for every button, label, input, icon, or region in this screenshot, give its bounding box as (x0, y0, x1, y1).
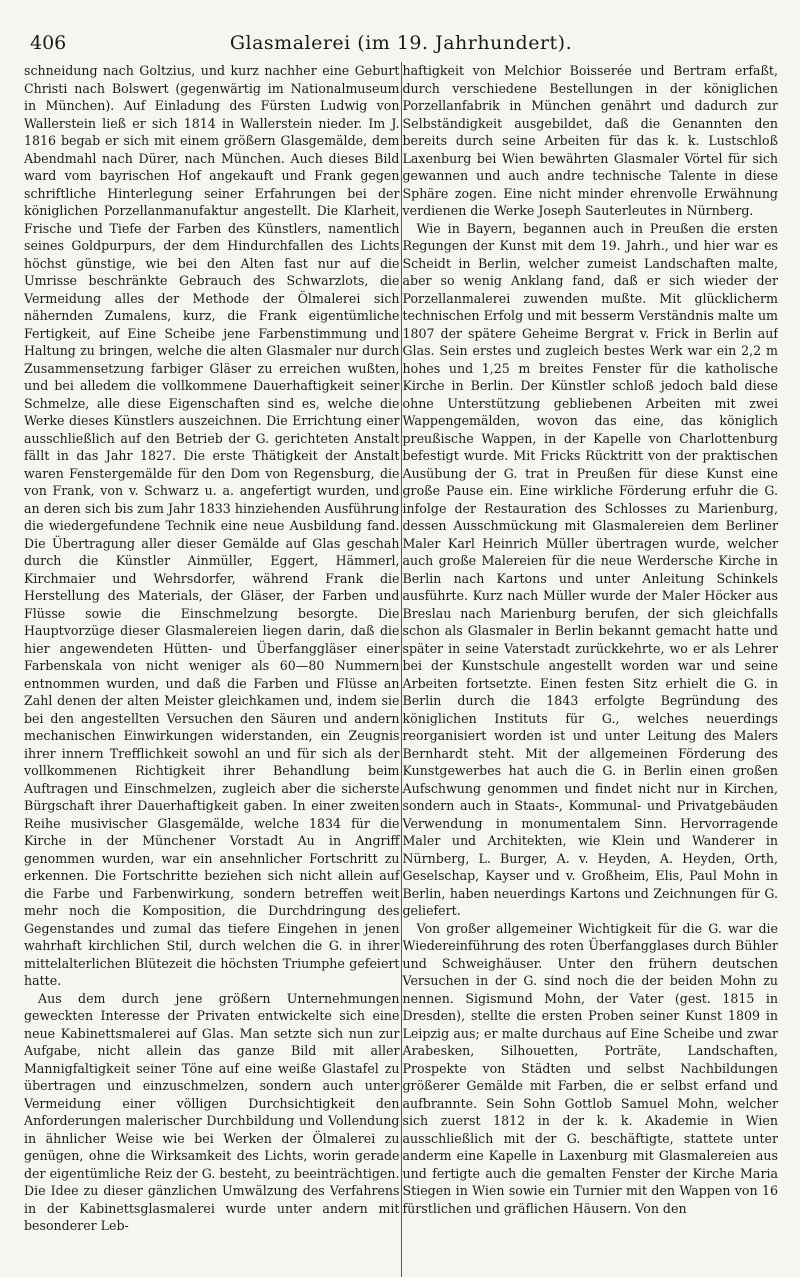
left-column (24, 62, 400, 1277)
paragraph: Aus dem durch jene größern Unternehmungen geweckten Interesse der Privaten entwickelte sich eine neue Kabinettsmalerei auf Glas. Man setzte sich nun zur Aufgabe, nicht allein das ganze Bild mit aller Mannigfaltigkeit seiner Töne auf eine weiße Glastafel zu übertragen und einzuschmelzen, sondern auch unter Vermeidung einer völligen Durchsichtigkeit den Anforderungen malerischer Durchbildung und Vollendung in ähnlicher Weise wie bei Werken der Ölmalerei zu genügen, ohne die Wirksamkeit des Lichts, worin gerade der eigentümliche Reiz der G. besteht, zu beeinträchtigen. Die Idee zu dieser gänzlichen Umwälzung des Verfahrens in der Kabinettsglasmalerei wurde unter andern mit besonderer Leb- (24, 990, 400, 1233)
text-columns (24, 62, 778, 1277)
paragraph: haftigkeit von Melchior Boisserée und Bertram erfaßt, durch verschiedene Bestellungen in der königlichen Porzellanfabrik in München genährt und dadurch zur Selbständigkeit ausgebildet, daß die Genannten den bereits durch seine Arbeiten für das k. k. Lustschloß Laxenburg bei Wien bewährten Glasmaler Vörtel für sich gewannen und auch andre technische Talente in diese Sphäre zogen. Eine nicht minder ehrenvolle Erwähnung verdienen die Werke Joseph Sauterleutes in Nürnberg. (402, 63, 778, 218)
paragraph: Von großer allgemeiner Wichtigkeit für die G. war die Wiedereinführung des roten Überfangglases durch Bühler und Schweighäuser. Unter den frühern deutschen Versuchen in der G. sind noch die der beiden Mohn zu nennen. Sigismund Mohn, der Vater (gest. 1815 in Dresden), stellte die ersten Proben seiner Kunst 1809 in Leipzig aus; er malte durchaus auf Eine Scheibe und zwar Arabesken, Silhouetten, Porträte, Landschaften, Prospekte von Städten und selbst Nachbildungen größerer Gemälde mit Farben, die er selbst erfand und aufbrannte. Sein Sohn Gottlob Samuel Mohn, welcher sich zuerst 1812 in der k. k. Akademie in Wien ausschließlich mit der G. beschäftigte, stattete unter anderm eine Kapelle in Laxenburg mit Glasmalereien aus und fertigte auch die gemalten Fenster der Kirche Maria Stiegen in Wien sowie ein Turnier mit den Wappen von 16 fürstlichen und gräflichen Häusern. Von den (402, 920, 778, 1216)
running-head: Glasmalerei (im 19. Jahrhundert). (229, 32, 573, 54)
paragraph: schneidung nach Goltzius, und kurz nachher eine Geburt Christi nach Bolswert (gegenwärtig im Nationalmuseum in München). Auf Einladung des Fürsten Ludwig von Wallerstein ließ er sich 1814 in Wallerstein nieder. Im J. 1816 begab er sich mit einem größern Glasgemälde, dem Abendmahl nach Dürer, nach München. Auch dieses Bild ward vom bayrischen Hof angekauft und Frank gegen schriftliche Hinterlegung seiner Erfahrungen bei der königlichen Porzellanmanufaktur angestellt. Die Klarheit, Frische und Tiefe der Farben des Künstlers, namentlich seines Goldpurpurs, der dem Hindurchfallen des Lichts höchst günstige, wie bei den Alten fast nur auf die Umrisse beschränkte Gebrauch des Schwarzlots, die Vermeidung alles der Methode der Ölmalerei sich nähernden Zumalens, kurz, die Frank eigentümliche Fertigkeit, auf Eine Scheibe jene Farbenstimmung und Haltung zu bringen, welche die alten Glasmaler nur durch Zusammensetzung farbiger Gläser zu erreichen wußten, und bei alledem die vollkommene Dauerhaftigkeit seiner Schmelze, alle diese Eigenschaften sind es, welche die Werke dieses Künstlers auszeichnen. Die Errichtung einer ausschließlich auf den Betrieb der G. gerichteten Anstalt fällt in das Jahr 1827. Die erste Thätigkeit der Anstalt waren Fenstergemälde für den Dom von Regensburg, die von Frank, von v. Schwarz u. a. angefertigt wurden, und an deren sich bis zum Jahr 1833 hinziehenden Ausführung die wiedergefundene Technik eine neue Ausbildung fand. Die Übertragung aller dieser Gemälde auf Glas geschah durch die Künstler Ainmüller, Eggert, Hämmerl, Kirchmaier und Wehrsdorfer, während Frank die Herstellung des Materials, der Gläser, der Farben und Flüsse sowie die Einschmelzung besorgte. Die Hauptvorzüge dieser Glasmalereien liegen darin, daß die hier angewendeten Hütten- und Überfanggläser einer Farbenskala von nicht weniger als 60—80 Nummern entnommen wurden, und daß die Farben und Flüsse an Zahl denen der alten Meister gleichkamen und, indem sie bei den angestellten Versuchen den Säuren und andern mechanischen Einwirkungen widerstanden, ein Zeugnis ihrer innern Trefflichkeit sowohl an und für sich als der vollkommenen Richtigkeit ihrer Behandlung beim Auftragen und Einschmelzen, zugleich aber die sicherste Bürgschaft ihrer Dauerhaftigkeit gaben. In einer zweiten Reihe musivischer Glasgemälde, welche 1834 für die Kirche in der Münchener Vorstadt Au in Angriff genommen wurden, war ein ansehnlicher Fortschritt zu erkennen. Die Fortschritte beziehen sich nicht allein auf die Farbe und Farbenwirkung, sondern betreffen weit mehr noch die Komposition, die Durchdringung des Gegenstandes und zumal das tiefere Eingehen in jenen wahrhaft kirchlichen Stil, durch welchen die G. in ihrer mittelalterlichen Blütezeit die höchsten Triumphe gefeiert hatte. (24, 63, 400, 988)
right-column (403, 62, 779, 1277)
page-number: 406 (30, 32, 67, 54)
paragraph: Wie in Bayern, begannen auch in Preußen die ersten Regungen der Kunst mit dem 19. Jahrh., und hier war es Scheidt in Berlin, welcher zumeist Landschaften malte, aber so wenig Anklang fand, daß er sich wieder der Porzellanmalerei zuwenden mußte. Mit glücklicherm technischen Erfolg und mit besserm Verständnis malte um 1807 der spätere Geheime Bergrat v. Frick in Berlin auf Glas. Sein erstes und zugleich bestes Werk war ein 2,2 m hohes und 1,25 m breites Fenster für die katholische Kirche in Berlin. Der Künstler schloß jedoch bald diese ohne Unterstützung gebliebenen Arbeiten mit zwei Wappengemälden, wovon das eine, das königlich preußische Wappen, in der Kapelle von Charlottenburg befestigt wurde. Mit Fricks Rücktritt von der praktischen Ausübung der G. trat in Preußen für diese Kunst eine große Pause ein. Eine wirkliche Förderung erfuhr die G. infolge der Restauration des Schlosses zu Marienburg, dessen Ausschmückung mit Glasmalereien dem Berliner Maler Karl Heinrich Müller übertragen wurde, welcher auch große Malereien für die neue Werdersche Kirche in Berlin nach Kartons und unter Anleitung Schinkels ausführte. Kurz nach Müller wurde der Maler Höcker aus Breslau nach Marienburg berufen, der sich gleichfalls schon als Glasmaler in Berlin bekannt gemacht hatte und später in seine Vaterstadt zurückkehrte, wo er als Lehrer bei der Kunstschule angestellt worden war und seine Arbeiten fortsetzte. Einen festen Sitz erhielt die G. in Berlin durch die 1843 erfolgte Begründung des königlichen Instituts für G., welches neuerdings reorganisiert worden ist und unter Leitung des Malers Bernhardt steht. Mit der allgemeinen Förderung des Kunstgewerbes hat auch die G. in Berlin einen großen Aufschwung genommen und findet nicht nur in Kirchen, sondern auch in Staats-, Kommunal- und Privatgebäuden Verwendung in monumentalem Sinn. Hervorragende Maler und Architekten, wie Klein und Wanderer in Nürnberg, L. Burger, A. v. Heyden, A. Heyden, Orth, Geselschap, Kayser und v. Großheim, Elis, Paul Mohn in Berlin, haben neuerdings Kartons und Zeichnungen für G. geliefert. (402, 220, 778, 918)
column-divider (401, 62, 402, 1277)
page-header (24, 28, 778, 62)
